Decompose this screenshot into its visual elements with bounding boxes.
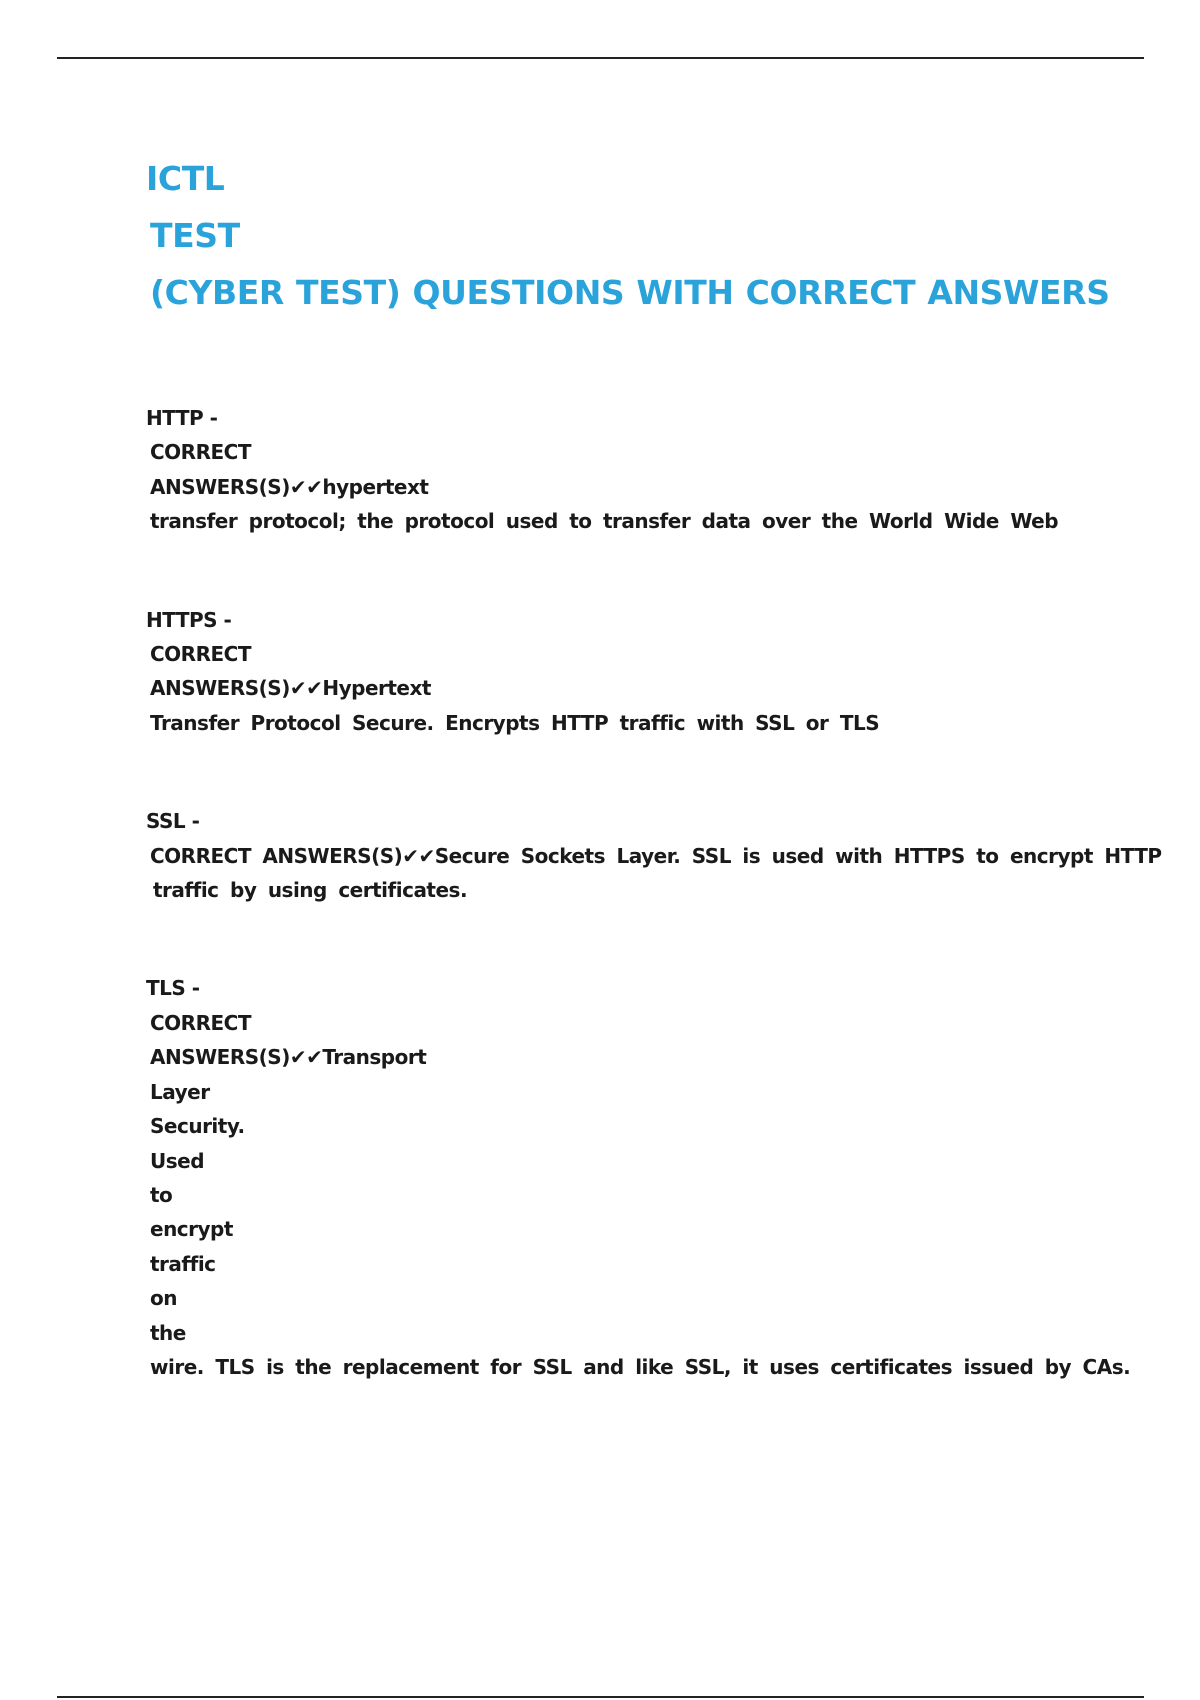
header-rule <box>57 57 1144 59</box>
entry-term: HTTPS - <box>146 607 232 632</box>
entry-line: Transfer Protocol Secure. Encrypts HTTP traffic with SSL or TLS <box>150 710 880 735</box>
entry-term: HTTP - <box>146 406 218 430</box>
qa-entry-http <box>146 401 1146 539</box>
entry-line: ANSWERS(S)✔✔Hypertext <box>150 676 431 701</box>
entry-term: TLS - <box>146 976 200 1001</box>
entry-line: the <box>150 1320 186 1345</box>
entry-line: traffic by using certificates. <box>153 878 468 903</box>
entry-line: Layer <box>150 1079 210 1104</box>
qa-entry-https <box>146 603 1146 741</box>
entry-line: wire. TLS is the replacement for SSL and like SSL, it uses certificates issued by CAs. <box>150 1354 1131 1379</box>
title-line: TEST <box>150 216 240 255</box>
entry-line: CORRECT <box>150 642 251 667</box>
footer-rule <box>57 1696 1144 1698</box>
entry-line: encrypt <box>150 1217 233 1242</box>
qa-list <box>146 401 1162 1448</box>
entry-line: CORRECT <box>150 1010 251 1035</box>
entry-line: Security. <box>150 1114 245 1139</box>
entry-line: to <box>150 1182 173 1207</box>
qa-entry-ssl <box>146 804 1162 907</box>
entry-line: on <box>150 1286 177 1311</box>
entry-line: Used <box>150 1148 205 1173</box>
qa-entry-tls <box>146 971 1146 1384</box>
entry-line: CORRECT <box>150 440 251 465</box>
entry-line: transfer protocol; the protocol used to transfer data over the World Wide Web <box>150 509 1059 534</box>
entry-line: ANSWERS(S)✔✔Transport <box>150 1045 427 1070</box>
title-line: ICTL <box>146 159 225 198</box>
entry-line: ANSWERS(S)✔✔hypertext <box>150 474 429 499</box>
title-line: (CYBER TEST) QUESTIONS WITH CORRECT ANSWERS <box>150 273 1110 312</box>
entry-line: traffic <box>150 1251 216 1276</box>
document-title <box>146 150 1110 321</box>
entry-line: CORRECT ANSWERS(S)✔✔Secure Sockets Layer. SSL is used with HTTPS to encrypt HTTP <box>150 843 1162 868</box>
entry-term: SSL - <box>146 809 200 834</box>
